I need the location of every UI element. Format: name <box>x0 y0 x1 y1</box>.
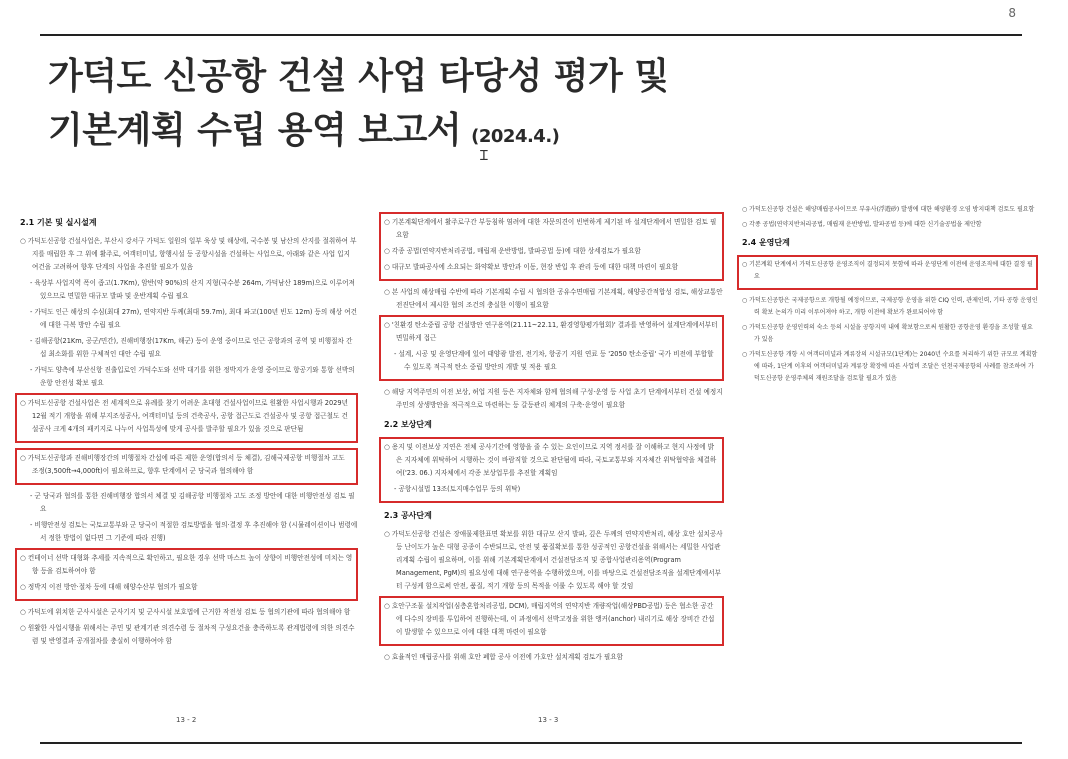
sub-item: - 가덕도 인근 해상의 수심(최대 27m), 연약지반 두께(최대 59.7m), 최대 파고(100년 빈도 12m) 등의 해상 여건에 대한 극복 방안 수립 필요 <box>30 308 357 329</box>
paragraph: ○ 본 사업의 해상매립 수반에 따라 기본계획 수립 시 협의한 공유수면매립 기본계획, 해양공간적합성 검토, 해상교통안전진단에서 제시한 협의 조건의 충실한 이행이 필요함 <box>384 288 723 309</box>
paragraph: ○ '친환경 탄소중립 공항 건설방안 연구용역(21.11~22.11, 환경영향평가협회)' 결과를 반영하여 설계단계에서부터 면밀하게 접근 <box>384 321 718 342</box>
title-line-2 <box>48 104 669 164</box>
paragraph: ○ 정박지 이전 방안·절차 등에 대해 해양수산부 협의가 필요함 <box>20 583 198 591</box>
text-cursor-icon: Ɪ <box>480 148 488 164</box>
sub-item: - 가덕도 양측에 부산신항 진출입로인 가덕수도와 선박 대기를 위한 정박지가 운영 중이므로 항공기와 통항 선박의 운항 안전성 확보 필요 <box>30 366 355 387</box>
sub-item: - 공항시설법 13조(토지매수업무 등의 위탁) <box>394 485 521 493</box>
title-line-2-text: 기본계획 수립 용역 보고서 <box>48 110 462 151</box>
paragraph: ○ 컨테이너 선박 대형화 추세를 지속적으로 확인하고, 필요한 경우 선박 마스트 높이 상향이 비행안전성에 미치는 영향 등을 검토하여야 함 <box>20 554 353 575</box>
page-number: 8 <box>1008 6 1016 20</box>
section-heading: 2.2 보상단계 <box>384 420 432 429</box>
page-footer-middle: 13 - 3 <box>538 716 559 724</box>
title-line-1: 가덕도 신공항 건설 사업 타당성 평가 및 <box>48 56 669 97</box>
paragraph: ○ 호안구조물 설치작업(심층혼합처리공법, DCM), 매립지역의 연약지반 개량작업(해상PBD공법) 등은 협소한 공간에 다수의 장비를 투입하여 진행하는데, 이 과정에서 선박고정을 위한 앵커(anchor) 내리기로 해상 장비간 간섭이 발생할 수 있으므로 이에 대한 대책 마련이 필요함 <box>384 602 715 636</box>
section-heading: 2.1 기본 및 실시설계 <box>20 218 97 227</box>
page-footer-left: 13 - 2 <box>176 716 197 724</box>
highlight-box <box>15 393 358 443</box>
title-date: (2024.4.) <box>471 126 560 147</box>
paragraph: ○ 각종 공법(연약지반처리공법, 매립재 운반방법, 발파공법 등)에 대한 신기술공법을 제안함 <box>742 221 982 228</box>
section-heading: 2.3 공사단계 <box>384 511 432 520</box>
highlight-box <box>379 596 724 646</box>
paragraph: ○ 효율적인 매립공사를 위해 호안 폐합 공사 이전에 가호안 설치계획 검토가 필요함 <box>384 653 624 661</box>
column-right <box>742 204 1038 388</box>
highlight-box <box>379 212 724 281</box>
highlight-box <box>15 448 358 485</box>
paragraph: ○ 각종 공법(연약지반처리공법, 매립재 운반방법, 발파공법 등)에 대한 상세검토가 필요함 <box>384 247 641 255</box>
paragraph: ○ 가덕도신공항은 국제공항으로 개항될 예정이므로, 국제공항 운영을 위한 CIQ 인력, 관제인력, 기타 공항 운영인력 확보 논의가 미리 이루어져야 하고, 개항 이전에 확보가 완료되어야 함 <box>742 297 1038 316</box>
sub-item: - 비행안전성 검토는 국토교통부와 군 당국이 적절한 검토방법을 협의·결정 후 추진해야 함 (시뮬레이션이나 범령에서 정한 방법이 없다면 그 기준에 따라 진행) <box>30 521 358 542</box>
paragraph: ○ 가덕도신공항 건설은 장애물제한표면 확보를 위한 대규모 산지 발파, 깊은 두께의 연약지반처리, 해상 호안 설치공사 등 난이도가 높은 대형 공종이 수반되므로, 안전 및 품질확보를 통한 성공적인 공항건설을 위해서는 세밀한 사업관리계획 수립이 필요하며, 이를 위해 기본계획단계에서 건설전담조직 및 종합사업관리용역(Program Management, PgM)의 필요성에 대해 연구용역을 수행하였으며, 이를 바탕으로 건설전담조직을 설계단계에서부터 구성케 함으로써 안전, 품질, 적기 개항 등의 목적을 이룰 수 있도록 해야 할 것임 <box>384 530 723 590</box>
highlight-box <box>379 315 724 381</box>
highlight-box <box>15 548 358 601</box>
paragraph: ○ 대규모 발파공사에 소요되는 화약확보 방안과 이동, 현장 반입 후 관리 등에 대한 대책 마련이 필요함 <box>384 263 679 271</box>
paragraph: ○ 원활한 사업시행을 위해서는 주민 및 관계기관 의견수렴 등 절차적 구성요건을 충족하도록 관계법령에 의한 의견수렴 및 반영결과 공개절차를 충실히 이행하여야 함 <box>20 624 355 645</box>
bottom-divider <box>40 742 1022 744</box>
highlight-box <box>379 437 724 503</box>
sub-item: - 설계, 시공 및 운영단계에 있어 태양광 발전, 전기차, 항공기 지원 연료 등 '2050 탄소중립' 국가 비전에 부합할 수 있도록 적극적 탄소 중립 방안의 개발 및 적용 필요 <box>394 350 714 371</box>
paragraph: ○ 가덕도신공항 건설은 해양매립공사이므로 부유사(浮遊砂) 발생에 대한 해양환경 오염 방지대책 검토도 필요함 <box>742 206 1035 213</box>
paragraph: ○ 기본계획단계에서 활주로구간 부등침하 염려에 대한 자문의견이 빈번하게 제기된 바 설계단계에서 면밀한 검토 필요함 <box>384 218 717 239</box>
paragraph: ○ 가덕도신공항 건설사업은, 부산시 강서구 가덕도 일원의 일부 육상 및 해상에, 국수봉 및 남산의 산지를 절취하여 부지를 매립한 후 그 위에 활주로, 여객터미널, 항행시설 등 공항시설을 건설하는 사업으로, 아래와 같은 사업 입지 여건을 고려하여 향후 단계의 사업을 추진할 필요가 있음 <box>20 237 357 271</box>
paragraph: ○ 가덕도신공항 운영인력의 숙소 등의 시설을 공항지역 내에 확보함으로써 원활한 공항운영 환경을 조성할 필요가 있음 <box>742 324 1033 343</box>
sub-item: - 군 당국과 협의를 통한 진해비행장 합의서 체결 및 김해공항 비행절차 고도 조정 방안에 대한 비행안전성 검토 필요 <box>30 492 355 513</box>
section-heading: 2.4 운영단계 <box>742 238 790 247</box>
column-left <box>20 210 358 651</box>
paragraph: ○ 가덕도신공항과 진해비행장간의 비행절차 간섭에 따른 제한 운영(합의서 등 체결), 김해국제공항 비행절차 고도 조정(3,500ft→4,000ft)이 필요하므로, 향후 단계에서 군 당국과 협의해야 함 <box>20 454 345 475</box>
paragraph: ○ 가덕도에 위치한 군사시설은 군사기지 및 군사시설 보호법에 근거한 작전성 검토 등 협의기관에 따라 협의해야 함 <box>20 608 351 616</box>
sub-item: - 육상부 사업지역 폭이 좁고(1.7Km), 암반(약 90%)의 산지 지형(국수봉 264m, 가덕남산 189m)으로 이루어져 있으므로 면밀한 대규모 발파 및 운반계획 수립 필요 <box>30 279 355 300</box>
sub-item: - 김해공항(21Km, 공군/민간), 진해비행장(17Km, 해군) 등이 운영 중이므로 인근 공항과의 공역 및 비행절차 간섭 최소화를 위한 구체적인 대안 수립 필요 <box>30 337 353 358</box>
paragraph: ○ 가덕도신공항 건설사업은 전 세계적으로 유례를 찾기 어려운 초대형 건설사업이므로 원활한 사업시행과 2029년 12월 적기 개항을 위해 부지조성공사, 여객터미널 등의 건축공사, 공항 접근도로 건설공사 및 공항 접근철도 건설공사 크게 4개의 패키지로 나누어 사업특성에 맞게 공사를 발주할 필요가 있을 것으로 판단됨 <box>20 399 348 433</box>
paragraph: ○ 가덕도신공항 개항 시 여객터미널과 계류장의 시설규모(1단계)는 2040년 수요를 처리하기 위한 규모로 계획함에 따라, 1단계 이후의 여객터미널과 계류장 확장에 따른 사업비 조달은 인천국제공항의 사례를 참조하여 가덕도신공항 운영주체의 재원조달을 검토할 필요가 있음 <box>742 351 1038 382</box>
top-divider <box>40 34 1022 36</box>
paragraph: ○ 기본계획 단계에서 가덕도신공항 운영조직이 결정되지 못함에 따라 운영단계 이전에 운영조직에 대한 결정 필요 <box>742 261 1033 280</box>
column-middle <box>384 210 724 667</box>
paragraph: ○ 해당 지역주민의 이전 보상, 허업 지원 등은 지자체와 함께 협의해 구성·운영 등 사업 초기 단계에서부터 건설 예정지 주민의 상생방안을 적극적으로 마련하는 등 갈등관리 체계의 구축·운영이 필요함 <box>384 388 723 409</box>
highlight-box <box>737 255 1038 290</box>
page-title <box>48 50 669 164</box>
paragraph: ○ 용지 및 이전보상 지연은 전체 공사기간에 영향을 줄 수 있는 요인이므로 지역 정서를 잘 이해하고 현지 사정에 밝은 지자체에 위탁하여 시행하는 것이 바람직할 것으로 판단됨에 따라, 국토교통부와 지자체간 위탁협약을 체결하여('23. 06.) 지자체에서 각종 보상업무를 추진할 계획임 <box>384 443 717 477</box>
